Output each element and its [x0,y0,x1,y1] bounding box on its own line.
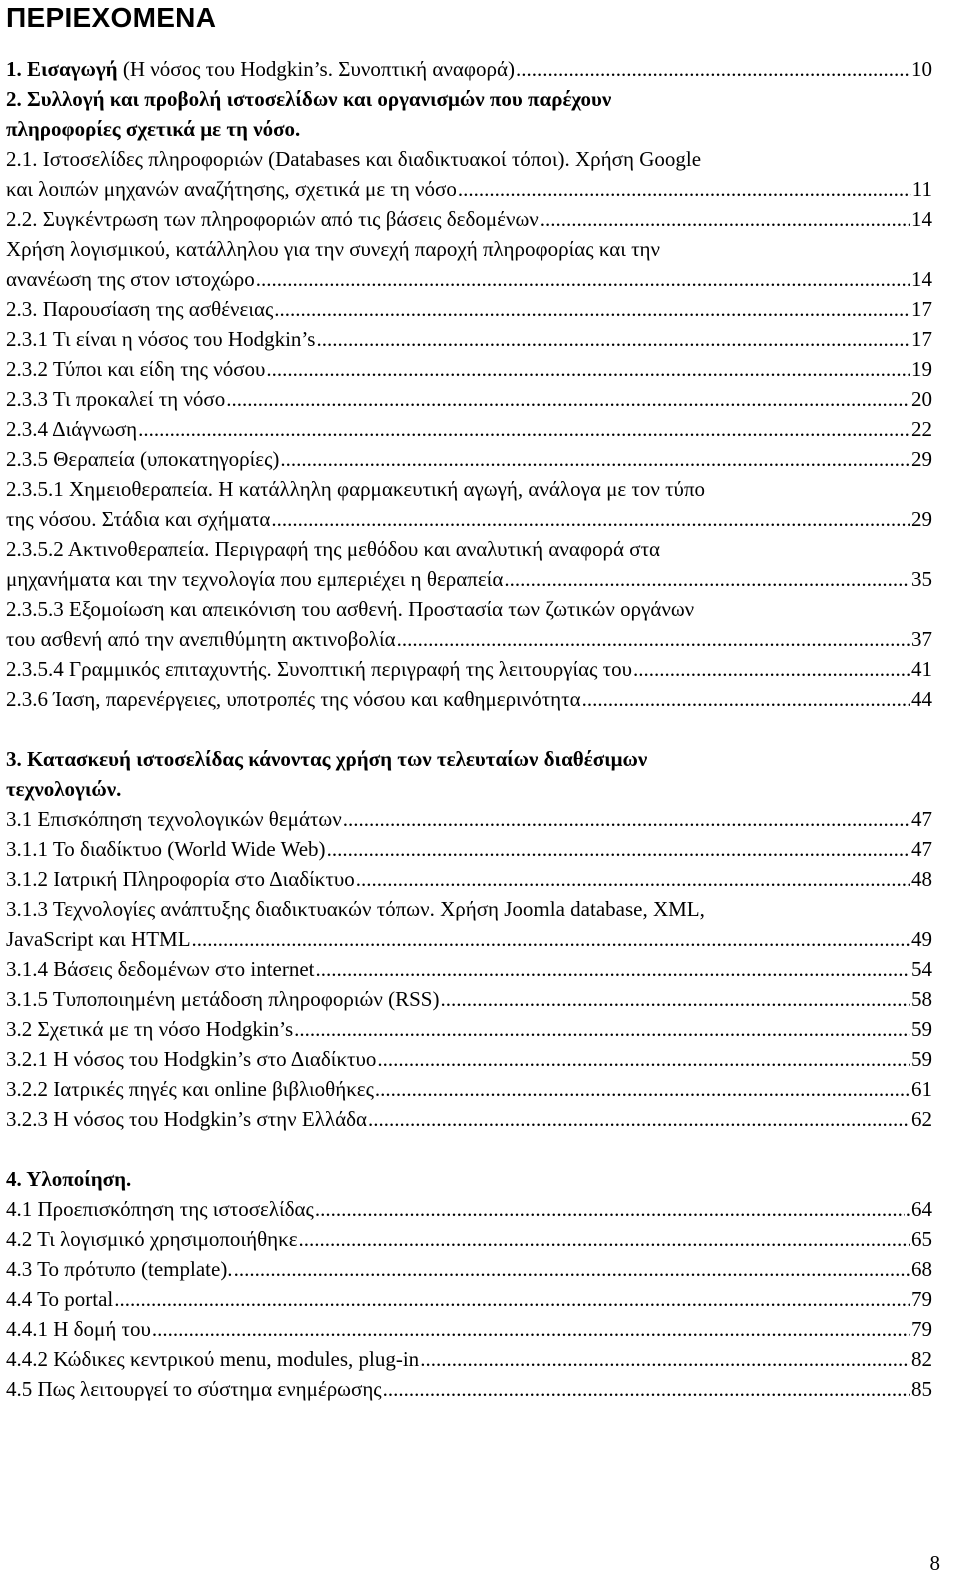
toc-entry-title: 4.4.1 Η δομή του [6,1317,151,1341]
toc-leader-dots [440,984,910,1014]
toc-leader-dots [420,1344,910,1374]
toc-entry-page: 37 [911,627,932,651]
toc-leader-dots [327,834,910,864]
toc-entry [6,1314,932,1344]
toc-entry-title: 2.2. Συγκέντρωση των πληροφοριών από τις βάσεις δεδομένων [6,207,539,231]
toc-entry-title: 4. Υλοποίηση. [6,1167,132,1191]
toc-leader-dots [274,294,910,324]
toc-entry [6,354,932,384]
toc-entry-page: 17 [911,297,932,321]
toc-entry-title: 3.1.3 Τεχνολογίες ανάπτυξης διαδικτυακών τόπων. Χρήση Joomla database, XML, [6,897,705,921]
toc-entry [6,1254,932,1284]
toc-entry-page: 59 [911,1017,932,1041]
toc-leader-dots [316,954,910,984]
toc-entry [6,744,932,774]
toc-entry-page: 65 [911,1227,932,1251]
toc-entry [6,954,932,984]
toc-entry-title: 4.4 Το portal [6,1287,114,1311]
toc-leader-dots [458,174,911,204]
toc-entry-page: 19 [911,357,932,381]
toc-entry [6,624,932,654]
toc-entry-title: 3.2.1 Η νόσος του Hodgkin’s στο Διαδίκτυο [6,1047,377,1071]
toc-entry [6,234,932,264]
toc-entry [6,1344,932,1374]
toc-entry [6,774,932,804]
toc-leader-dots [633,654,910,684]
toc-leader-dots [375,1074,910,1104]
toc-leader-dots [234,1254,910,1284]
toc-leader-dots [377,1044,910,1074]
toc-heading: ΠΕΡΙΕΧΟΜΕΝΑ [6,2,217,33]
toc-entry [6,1104,932,1134]
toc-entry [6,1014,932,1044]
toc-entry-title: 3.1.5 Τυποποιημένη μετάδοση πληροφοριών (RSS) [6,987,440,1011]
toc-entry-title: JavaScript και HTML [6,927,191,951]
toc-entry-page: 29 [911,447,932,471]
page-number: 8 [929,1551,940,1575]
toc-entry-title: 2.3.5.1 Χημειοθεραπεία. Η κατάλληλη φαρμακευτική αγωγή, ανάλογα με τον τύπο [6,477,706,501]
toc-entry-page: 14 [911,207,932,231]
toc-entry-title: 4.2 Τι λογισμικό χρησιμοποιήθηκε [6,1227,298,1251]
toc-entry-page: 10 [911,57,932,81]
toc-entry-title: 4.3 Το πρότυπο (template). [6,1257,233,1281]
toc-entry-title: μηχανήματα και την τεχνολογία που εμπεριέχει η θεραπεία [6,567,504,591]
toc-entry-title: 2.3.2 Τύποι και είδη της νόσου [6,357,266,381]
toc-leader-dots [152,1314,910,1344]
toc-entry [6,684,932,714]
toc-leader-dots [397,624,910,654]
toc-leader-dots [504,564,910,594]
toc-entry-title: 2.3.6 Ίαση, παρενέργειες, υποτροπές της νόσου και καθημερινότητα [6,687,581,711]
toc-entry-title: 2.1. Ιστοσελίδες πληροφοριών (Databases και διαδικτυακοί τόποι). Χρήση Google [6,147,702,171]
toc-entry-page: 41 [911,657,932,681]
toc-entry [6,924,932,954]
toc-entry-title: 1. Εισαγωγή (Η νόσος του Hodgkin’s. Συνοπτική αναφορά) [6,57,515,81]
toc-entry [6,84,932,114]
toc-leader-dots [368,1104,910,1134]
toc-entry [6,834,932,864]
toc-entry-title: 3.2.2 Ιατρικές πηγές και online βιβλιοθήκες [6,1077,374,1101]
toc-entry-title: 4.4.2 Κώδικες κεντρικού menu, modules, plug-in [6,1347,420,1371]
toc-entry-title: 3.1.2 Ιατρική Πληροφορία στο Διαδίκτυο [6,867,355,891]
toc-entry [6,264,932,294]
toc-entry-title: 2.3.5.3 Εξομοίωση και απεικόνιση του ασθενή. Προστασία των ζωτικών οργάνων [6,597,695,621]
toc-entry-page: 47 [911,837,932,861]
toc-page [6,0,932,1404]
toc-entry-page: 11 [911,177,932,201]
toc-entry-page: 20 [911,387,932,411]
toc-entry [6,414,932,444]
toc-entry-title: 4.1 Προεπισκόπηση της ιστοσελίδας [6,1197,314,1221]
toc-leader-dots [356,864,910,894]
toc-entry-title: 3. Κατασκευή ιστοσελίδας κάνοντας χρήση των τελευταίων διαθέσιμων [6,747,648,771]
toc-entry [6,594,932,624]
toc-entry-title: 3.1.1 Το διαδίκτυο (World Wide Web) [6,837,326,861]
toc-entry-page: 59 [911,1047,932,1071]
toc-entry-title: 2. Συλλογή και προβολή ιστοσελίδων και οργανισμών που παρέχουν [6,87,612,111]
toc-leader-dots [316,324,910,354]
toc-entry-page: 82 [911,1347,932,1371]
toc-entry-title: 2.3. Παρουσίαση της ασθένειας [6,297,274,321]
toc-entry [6,1044,932,1074]
toc-entry-page: 58 [911,987,932,1011]
toc-entry-page: 29 [911,507,932,531]
toc-entry [6,804,932,834]
toc-entry [6,444,932,474]
toc-entry-page: 47 [911,807,932,831]
toc-leader-dots [582,684,910,714]
toc-leader-dots [266,354,910,384]
toc-list [6,54,932,1404]
toc-leader-dots [540,204,910,234]
toc-leader-dots [192,924,910,954]
toc-entry-title: 2.3.4 Διάγνωση [6,417,138,441]
toc-entry [6,534,932,564]
toc-leader-dots [343,804,910,834]
toc-entry-title: 3.1 Επισκόπηση τεχνολογικών θεμάτων [6,807,342,831]
toc-entry [6,1164,932,1194]
toc-entry [6,894,932,924]
toc-leader-dots [280,444,910,474]
toc-leader-dots [226,384,910,414]
toc-entry-page: 35 [911,567,932,591]
toc-entry [6,1284,932,1314]
toc-entry [6,324,932,354]
toc-entry [6,984,932,1014]
toc-entry-title: 3.1.4 Βάσεις δεδομένων στο internet [6,957,315,981]
toc-leader-dots [383,1374,910,1404]
toc-entry-page: 48 [911,867,932,891]
toc-entry [6,114,932,144]
toc-entry [6,1194,932,1224]
toc-entry-page: 85 [911,1377,932,1401]
toc-entry [6,54,932,84]
toc-leader-dots [516,54,910,84]
toc-entry-title: του ασθενή από την ανεπιθύμητη ακτινοβολία [6,627,396,651]
toc-entry-title: 2.3.1 Τι είναι η νόσος του Hodgkin’s [6,327,316,351]
toc-entry [6,384,932,414]
toc-entry [6,564,932,594]
toc-entry-title: Χρήση λογισμικού, κατάλληλου για την συνεχή παροχή πληροφορίας και την [6,237,661,261]
toc-entry [6,294,932,324]
toc-entry-page: 14 [911,267,932,291]
toc-entry-page: 62 [911,1107,932,1131]
toc-entry-title: 2.3.3 Τι προκαλεί τη νόσο [6,387,226,411]
toc-leader-dots [114,1284,910,1314]
toc-entry [6,174,932,204]
toc-entry-page: 54 [911,957,932,981]
toc-entry [6,1224,932,1254]
toc-entry-title: 2.3.5.2 Ακτινοθεραπεία. Περιγραφή της μεθόδου και αναλυτική αναφορά στα [6,537,661,561]
toc-entry-title: 4.5 Πως λειτουργεί το σύστημα ενημέρωσης [6,1377,382,1401]
toc-entry [6,474,932,504]
toc-entry-title: της νόσου. Στάδια και σχήματα [6,507,271,531]
toc-entry-page: 61 [911,1077,932,1101]
toc-entry-title: 3.2 Σχετικά με τη νόσο Hodgkin’s [6,1017,294,1041]
toc-leader-dots [294,1014,910,1044]
toc-entry-title: πληροφορίες σχετικά με τη νόσο. [6,117,301,141]
toc-entry [6,504,932,534]
toc-entry [6,204,932,234]
toc-leader-dots [271,504,910,534]
toc-leader-dots [315,1194,905,1224]
toc-entry-title: ανανέωση της στον ιστοχώρο [6,267,255,291]
toc-entry-title: 2.3.5.4 Γραμμικός επιταχυντής. Συνοπτική περιγραφή της λειτουργίας του [6,657,633,681]
toc-leader-dots [299,1224,910,1254]
toc-entry [6,144,932,174]
toc-entry-title: και λοιπών μηχανών αναζήτησης, σχετικά με τη νόσο [6,177,457,201]
toc-leader-dots [256,264,910,294]
toc-entry-page: 79 [911,1317,932,1341]
toc-entry-page: 22 [911,417,932,441]
toc-entry-page: 79 [911,1287,932,1311]
toc-entry [6,864,932,894]
toc-entry [6,654,932,684]
toc-entry [6,1374,932,1404]
toc-entry-page: 44 [911,687,932,711]
toc-entry-page: .64 [905,1197,932,1221]
toc-entry-page: 17 [911,327,932,351]
toc-entry-title: 2.3.5 Θεραπεία (υποκατηγορίες) [6,447,280,471]
toc-entry-page: 68 [911,1257,932,1281]
toc-leader-dots [138,414,910,444]
toc-entry-title: τεχνολογιών. [6,777,122,801]
toc-entry [6,1074,932,1104]
toc-entry-page: 49 [911,927,932,951]
toc-entry-title: 3.2.3 Η νόσος του Hodgkin’s στην Ελλάδα [6,1107,367,1131]
